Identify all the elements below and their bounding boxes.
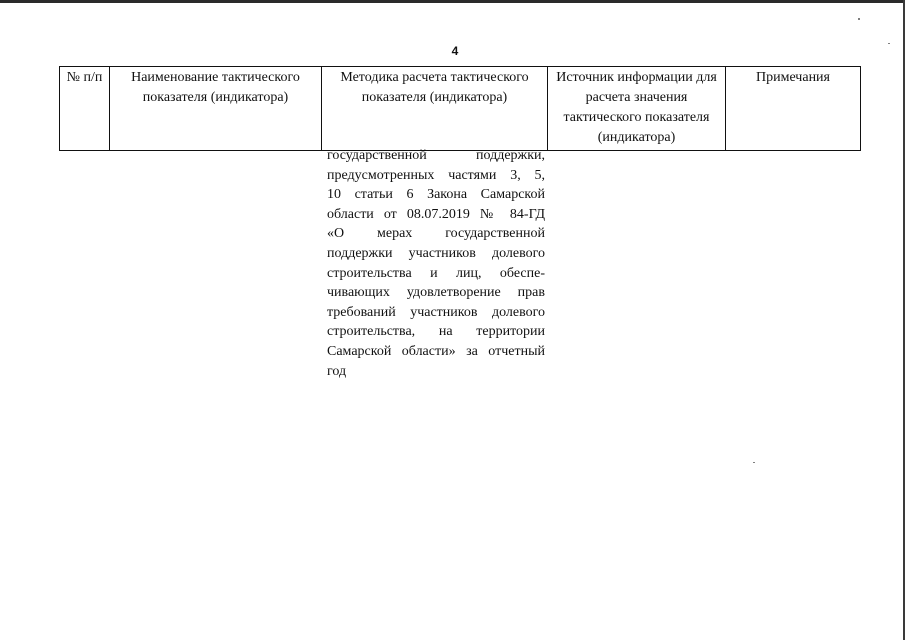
page-number: 4 xyxy=(451,44,459,58)
text-line: области от 08.07.2019 № 84-ГД xyxy=(327,206,545,222)
text-line: год xyxy=(327,363,347,379)
text-line: требований участников долевого xyxy=(327,304,545,320)
scan-speck xyxy=(753,462,755,463)
scan-edge-top xyxy=(0,0,905,3)
text-line: «О мерах государственной xyxy=(327,226,545,242)
text-line: Самарской области» за отчетный xyxy=(327,343,545,359)
text-line: строительства и лиц, обеспе- xyxy=(327,265,545,281)
indicator-table-header xyxy=(59,66,861,151)
text-line: государственной поддержки, xyxy=(327,148,545,163)
scan-speck xyxy=(888,43,890,44)
scan-speck xyxy=(858,18,860,20)
header-calculation-method: Методика расчета тактического показателя (индикатора) xyxy=(322,67,548,151)
header-information-source: Источник информации для расчета значения тактического показателя (индикатора) xyxy=(548,67,726,151)
header-row xyxy=(60,67,861,151)
header-indicator-name: Наименование тактического показателя (индикатора) xyxy=(110,67,322,151)
text-line: предусмотренных частями 3, 5, xyxy=(327,167,545,183)
header-number: № п/п xyxy=(60,67,110,151)
text-line: строительства, на территории xyxy=(327,324,545,340)
text-line: 10 статьи 6 Закона Самарской xyxy=(327,187,545,203)
header-notes: Примечания xyxy=(726,67,861,151)
text-line: поддержки участников долевого xyxy=(327,245,545,261)
text-line: чивающих удовлетворение прав xyxy=(327,285,545,301)
method-continuation-text xyxy=(327,146,545,381)
